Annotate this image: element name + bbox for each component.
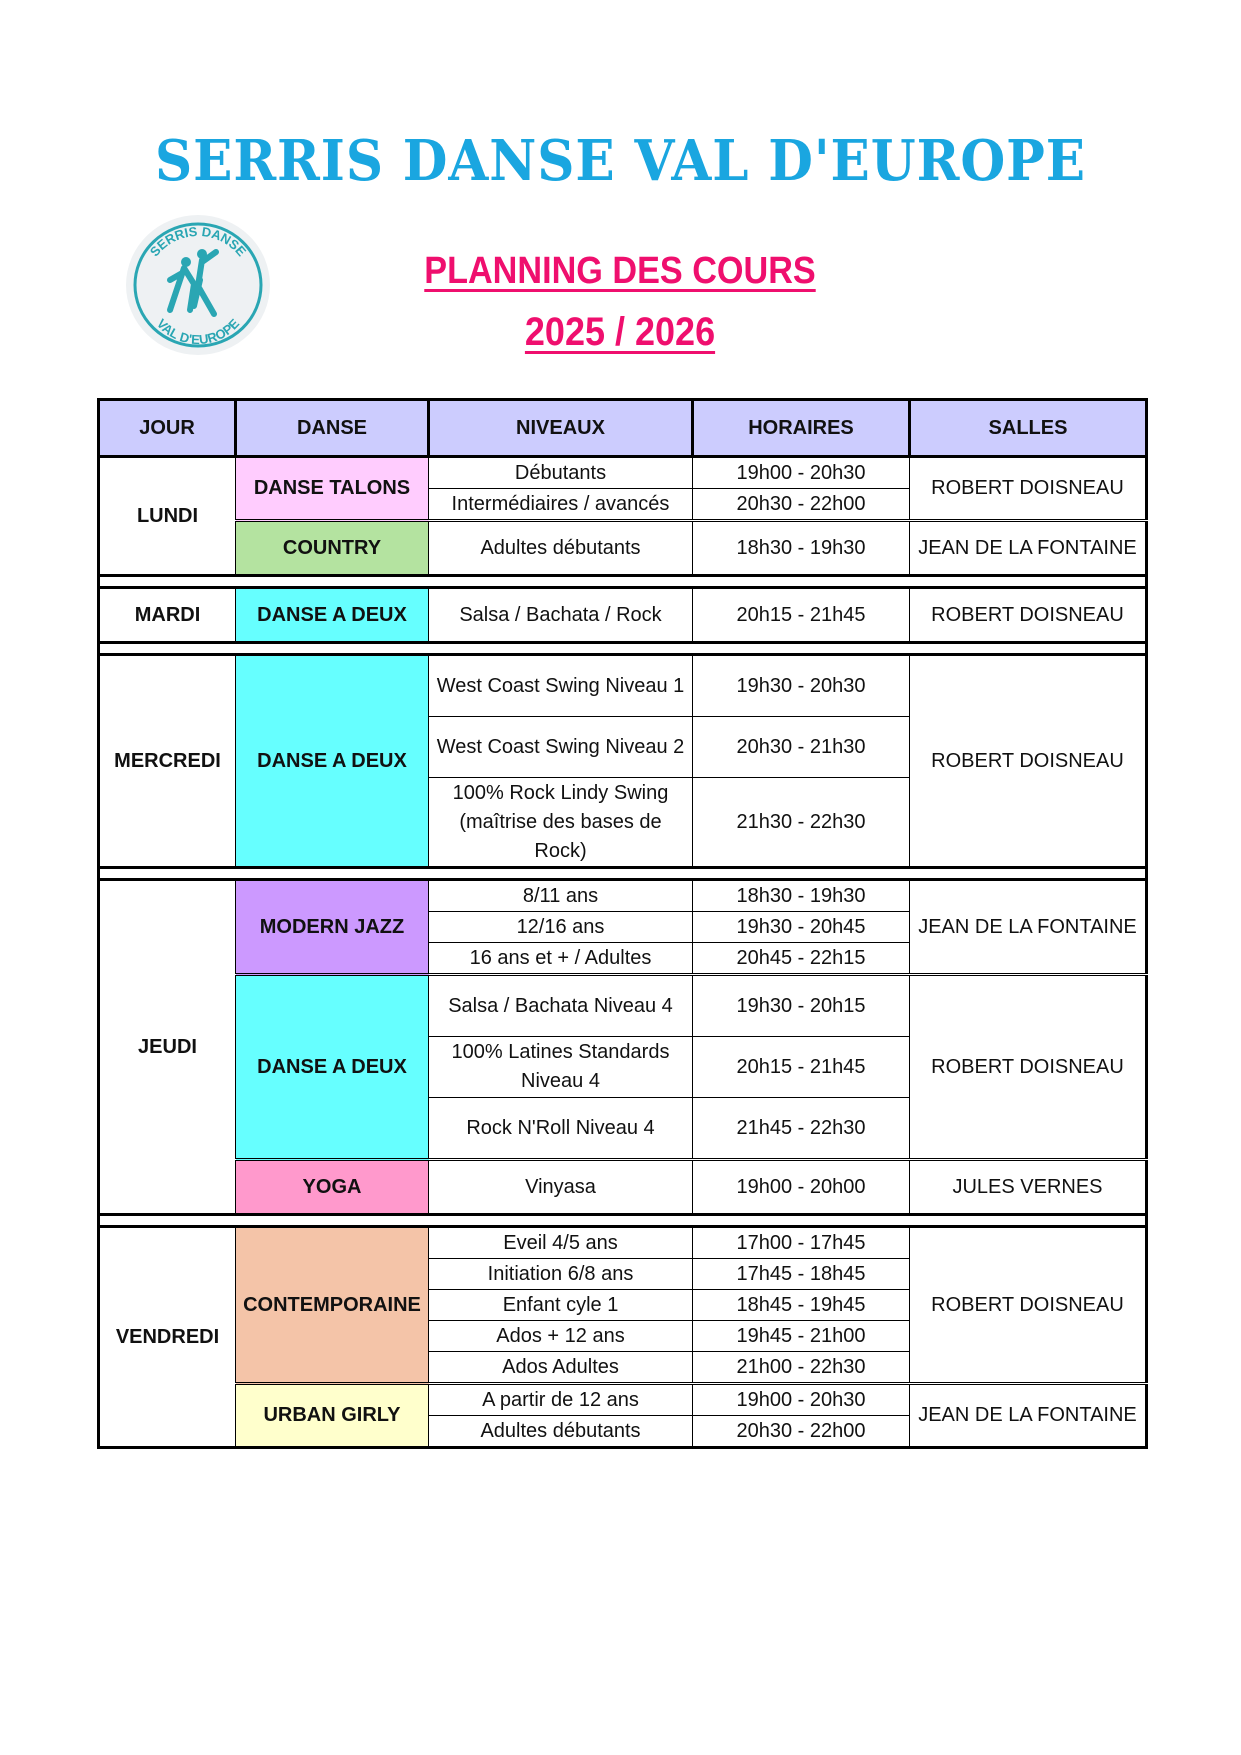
time-cell: 20h30 - 22h00 [693,1416,910,1448]
level-cell: Adultes débutants [429,521,693,576]
day-cell: LUNDI [99,457,236,576]
page-title: SERRIS DANSE VAL D'EUROPE [155,128,1086,194]
dancing-couple-icon [118,210,278,360]
day-separator [99,576,1147,588]
day-cell: JEUDI [99,880,236,1215]
column-header-jour: JOUR [99,400,236,457]
time-cell: 20h15 - 21h45 [693,1037,910,1098]
table-row [99,457,1147,489]
table-row [99,655,1147,717]
level-cell: Vinyasa [429,1160,693,1215]
dance-cell: YOGA [236,1160,429,1215]
schedule-table [97,398,1148,1449]
table-header-row [99,400,1147,457]
time-cell: 20h30 - 21h30 [693,717,910,778]
room-cell: JULES VERNES [910,1160,1147,1215]
dance-cell: DANSE TALONS [236,457,429,521]
room-cell: JEAN DE LA FONTAINE [910,880,1147,975]
dance-cell: URBAN GIRLY [236,1384,429,1448]
dance-cell: DANSE A DEUX [236,655,429,868]
table-row [99,1227,1147,1259]
time-cell: 21h30 - 22h30 [693,778,910,868]
level-cell: Intermédiaires / avancés [429,489,693,521]
room-cell: ROBERT DOISNEAU [910,588,1147,643]
table-row [99,880,1147,912]
dance-cell: CONTEMPORAINE [236,1227,429,1384]
table-row [99,1384,1147,1416]
table-row [99,521,1147,576]
column-header-niveaux: NIVEAUX [429,400,693,457]
time-cell: 19h00 - 20h30 [693,457,910,489]
level-cell: Eveil 4/5 ans [429,1227,693,1259]
level-cell: Salsa / Bachata Niveau 4 [429,975,693,1037]
dance-cell: DANSE A DEUX [236,588,429,643]
level-cell: 100% Rock Lindy Swing (maîtrise des bases de Rock) [429,778,693,868]
time-cell: 19h30 - 20h45 [693,912,910,943]
time-cell: 19h00 - 20h30 [693,1384,910,1416]
club-logo [118,210,278,360]
table-row [99,975,1147,1037]
time-cell: 17h00 - 17h45 [693,1227,910,1259]
column-header-salles: SALLES [910,400,1147,457]
column-header-horaires: HORAIRES [693,400,910,457]
level-cell: 100% Latines Standards Niveau 4 [429,1037,693,1098]
time-cell: 18h45 - 19h45 [693,1290,910,1321]
table-row [99,588,1147,643]
day-cell: VENDREDI [99,1227,236,1448]
room-cell: ROBERT DOISNEAU [910,975,1147,1160]
time-cell: 21h45 - 22h30 [693,1098,910,1160]
room-cell: JEAN DE LA FONTAINE [910,1384,1147,1448]
column-header-danse: DANSE [236,400,429,457]
room-cell: ROBERT DOISNEAU [910,457,1147,521]
dance-cell: COUNTRY [236,521,429,576]
time-cell: 19h45 - 21h00 [693,1321,910,1352]
room-cell: JEAN DE LA FONTAINE [910,521,1147,576]
level-cell: Adultes débutants [429,1416,693,1448]
level-cell: Ados Adultes [429,1352,693,1384]
level-cell: A partir de 12 ans [429,1384,693,1416]
day-cell: MERCREDI [99,655,236,868]
level-cell: Rock N'Roll Niveau 4 [429,1098,693,1160]
time-cell: 18h30 - 19h30 [693,521,910,576]
time-cell: 20h30 - 22h00 [693,489,910,521]
time-cell: 19h30 - 20h30 [693,655,910,717]
dance-cell: DANSE A DEUX [236,975,429,1160]
svg-text:VAL D'EUROPE: VAL D'EUROPE [153,315,243,348]
day-separator [99,868,1147,880]
level-cell: 16 ans et + / Adultes [429,943,693,975]
level-cell: West Coast Swing Niveau 1 [429,655,693,717]
schedule-subtitle: PLANNING DES COURS [424,250,816,292]
level-cell: Débutants [429,457,693,489]
time-cell: 20h45 - 22h15 [693,943,910,975]
time-cell: 18h30 - 19h30 [693,880,910,912]
day-separator [99,643,1147,655]
time-cell: 21h00 - 22h30 [693,1352,910,1384]
level-cell: Ados + 12 ans [429,1321,693,1352]
level-cell: 12/16 ans [429,912,693,943]
time-cell: 19h30 - 20h15 [693,975,910,1037]
table-row [99,1160,1147,1215]
level-cell: Salsa / Bachata / Rock [429,588,693,643]
time-cell: 19h00 - 20h00 [693,1160,910,1215]
day-cell: MARDI [99,588,236,643]
day-separator [99,1215,1147,1227]
level-cell: Enfant cyle 1 [429,1290,693,1321]
dance-cell: MODERN JAZZ [236,880,429,975]
svg-text:SERRIS DANSE: SERRIS DANSE [146,223,250,260]
time-cell: 20h15 - 21h45 [693,588,910,643]
season-label: 2025 / 2026 [524,310,716,354]
level-cell: West Coast Swing Niveau 2 [429,717,693,778]
time-cell: 17h45 - 18h45 [693,1259,910,1290]
level-cell: Initiation 6/8 ans [429,1259,693,1290]
room-cell: ROBERT DOISNEAU [910,655,1147,868]
room-cell: ROBERT DOISNEAU [910,1227,1147,1384]
level-cell: 8/11 ans [429,880,693,912]
